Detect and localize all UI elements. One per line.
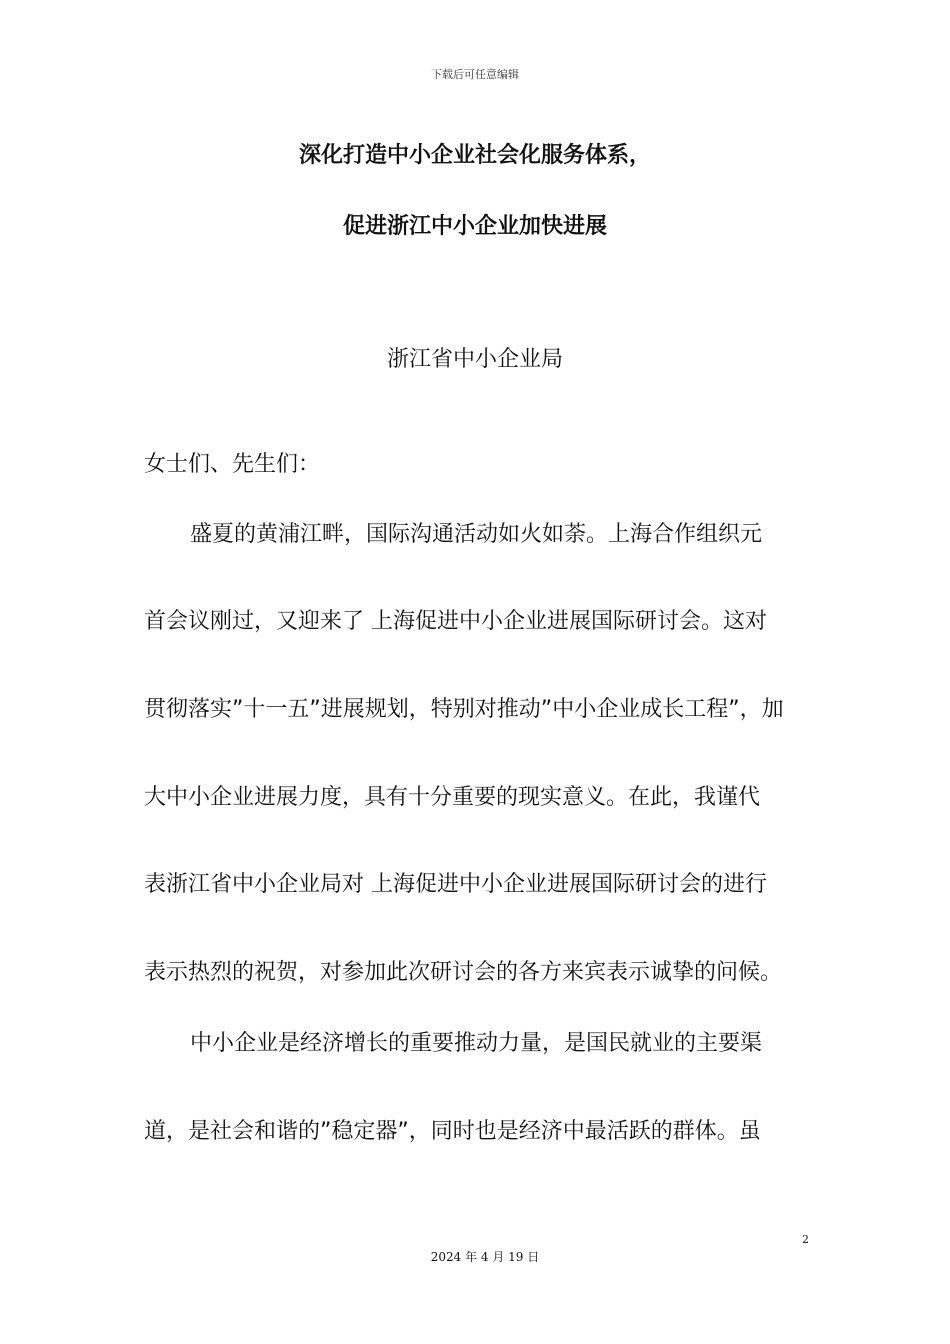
paragraph-1-line: 表浙江省中小企业局对 上海促进中小企业进展国际研讨会的进行 [144,872,767,897]
paragraph-1-line: 盛夏的黄浦江畔，国际沟通活动如火如荼。上海合作组织元 [190,522,763,547]
paragraph-2-line: 道，是社会和谐的”稳定器”，同时也是经济中最活跃的群体。虽 [144,1119,761,1144]
paragraph-1-line: 首会议刚过，又迎来了 上海促进中小企业进展国际研讨会。这对 [144,609,767,634]
paragraph-1-line: 贯彻落实”十一五”进展规划，特别对推动”中小企业成长工程”，加 [144,697,784,722]
document-title-line-1: 深化打造中小企业社会化服务体系， [298,143,651,168]
paragraph-2-line: 中小企业是经济增长的重要推动力量，是国民就业的主要渠 [190,1031,763,1056]
paragraph-1-line: 表示热烈的祝贺，对参加此次研讨会的各方来宾表示诚挚的问候。 [144,960,783,985]
author-organization: 浙江省中小企业局 [386,347,563,372]
paragraph-1-line: 大中小企业进展力度，具有十分重要的现实意义。在此，我谨代 [144,785,761,810]
page-header: 下载后可任意编辑 [431,68,519,81]
salutation: 女士们、先生们： [144,452,321,477]
footer-date: 2024 年 4 月 19 日 [430,1250,540,1264]
page-number: 2 [802,1233,809,1246]
document-title-line-2: 促进浙江中小企业加快进展 [342,214,607,239]
